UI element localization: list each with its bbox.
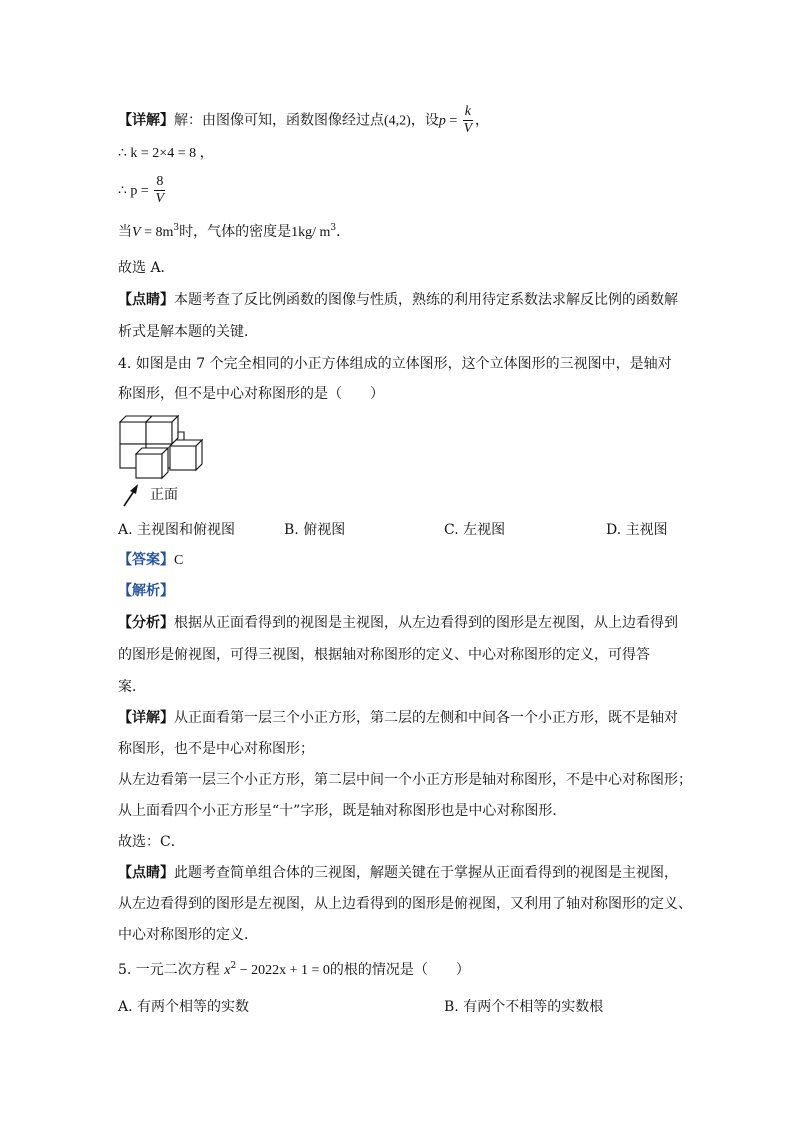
q3-k-value: ∴ k = 2×4 = 8 ， xyxy=(118,146,214,161)
fraction-k-over-v: $\frac{k}{V}$ xyxy=(463,104,473,136)
xiangjie-tag: 【详解】 xyxy=(118,112,174,129)
q3-answer: 故选 A． xyxy=(118,260,175,276)
cube-face xyxy=(136,454,162,478)
q4-fenxi-line-2: 的图形是俯视图，可得三视图，根据轴对称图形的定义、中心对称图形的定义，可得答 xyxy=(118,647,650,663)
cube-side xyxy=(196,440,202,470)
q3-density-line: 当$V = 8m^3$时，气体的密度是1kg/ $m^3$． xyxy=(118,223,351,240)
q4-xiangjie-line-1: 【详解】从正面看第一层三个小正方形，第二层的左侧和中间各一个小正方形，既不是轴对 xyxy=(118,710,678,726)
q4-option-d: D. 主视图 xyxy=(606,522,668,538)
q4-choose: 故选：C． xyxy=(118,834,185,850)
q3-p-formula: ∴ p = $\frac{8}{V}$ xyxy=(118,174,165,206)
q4-xiangjie-line-4: 从上面看四个小正方形呈“十”字形，既是轴对称图形也是中心对称图形． xyxy=(118,803,567,819)
fraction-8-over-v: $\frac{8}{V}$ xyxy=(155,174,165,206)
q4-stem-line-1: 4. 如图是由 7 个完全相同的小正方体组成的立体图形，这个立体图形的三视图中，是轴对 xyxy=(118,356,672,372)
cube-side xyxy=(162,448,168,478)
q4-stem-line-2: 称图形，但不是中心对称图形的是（ ） xyxy=(118,386,384,402)
q4-fenxi-line-1: 【分析】根据从正面看得到的视图是主视图，从左边看得到的图形是左视图，从上边看得到 xyxy=(118,615,678,631)
cube-face xyxy=(120,422,146,444)
cube-face xyxy=(170,446,196,470)
q5-option-b: B. 有两个不相等的实数根 xyxy=(444,999,604,1015)
q5-option-a: A. 有两个相等的实数 xyxy=(118,999,250,1015)
cube-face xyxy=(146,422,172,444)
q4-xiangjie-line-2: 称图形，也不是中心对称图形； xyxy=(118,741,314,757)
q3-dianjing-line-1: 【点睛】本题考查了反比例函数的图像与性质，熟练的利用待定系数法求解反比例的函数解 xyxy=(118,292,678,308)
q4-jiexi-tag: 【解析】 xyxy=(118,583,174,599)
q4-fenxi-line-3: 案． xyxy=(118,679,146,695)
q3-dianjing-line-2: 析式是解本题的关键． xyxy=(118,324,258,340)
q4-dianjing-line-3: 中心对称图形的定义． xyxy=(118,927,258,943)
q4-dianjing-line-2: 从左边看得到的图形是左视图，从上边看得到的图形是俯视图，又利用了轴对称图形的定义、 xyxy=(118,896,692,912)
q5-stem: 5. 一元二次方程 $x^2 - 2022x + 1 = 0$的根的情况是（ ） xyxy=(118,961,470,978)
q3-xiangjie-line: 【详解】解：由图像可知，函数图像经过点(4,2)，设p = $\frac{k}{V}$ ， xyxy=(118,104,489,136)
q4-xiangjie-line-3: 从左边看第一层三个小正方形，第二层中间一个小正方形是轴对称图形，不是中心对称图形； xyxy=(118,772,692,788)
q4-option-b: B. 俯视图 xyxy=(284,522,346,538)
q4-option-c: C. 左视图 xyxy=(444,522,506,538)
figure-label-front: 正面 xyxy=(150,487,178,503)
q4-dianjing-line-1: 【点睛】此题考查简单组合体的三视图，解题关键在于掌握从正面看得到的视图是主视图， xyxy=(118,865,678,881)
q4-option-a: A. 主视图和俯视图 xyxy=(118,522,236,538)
q4-answer: 【答案】C xyxy=(118,552,184,568)
arrow-head xyxy=(130,484,138,494)
